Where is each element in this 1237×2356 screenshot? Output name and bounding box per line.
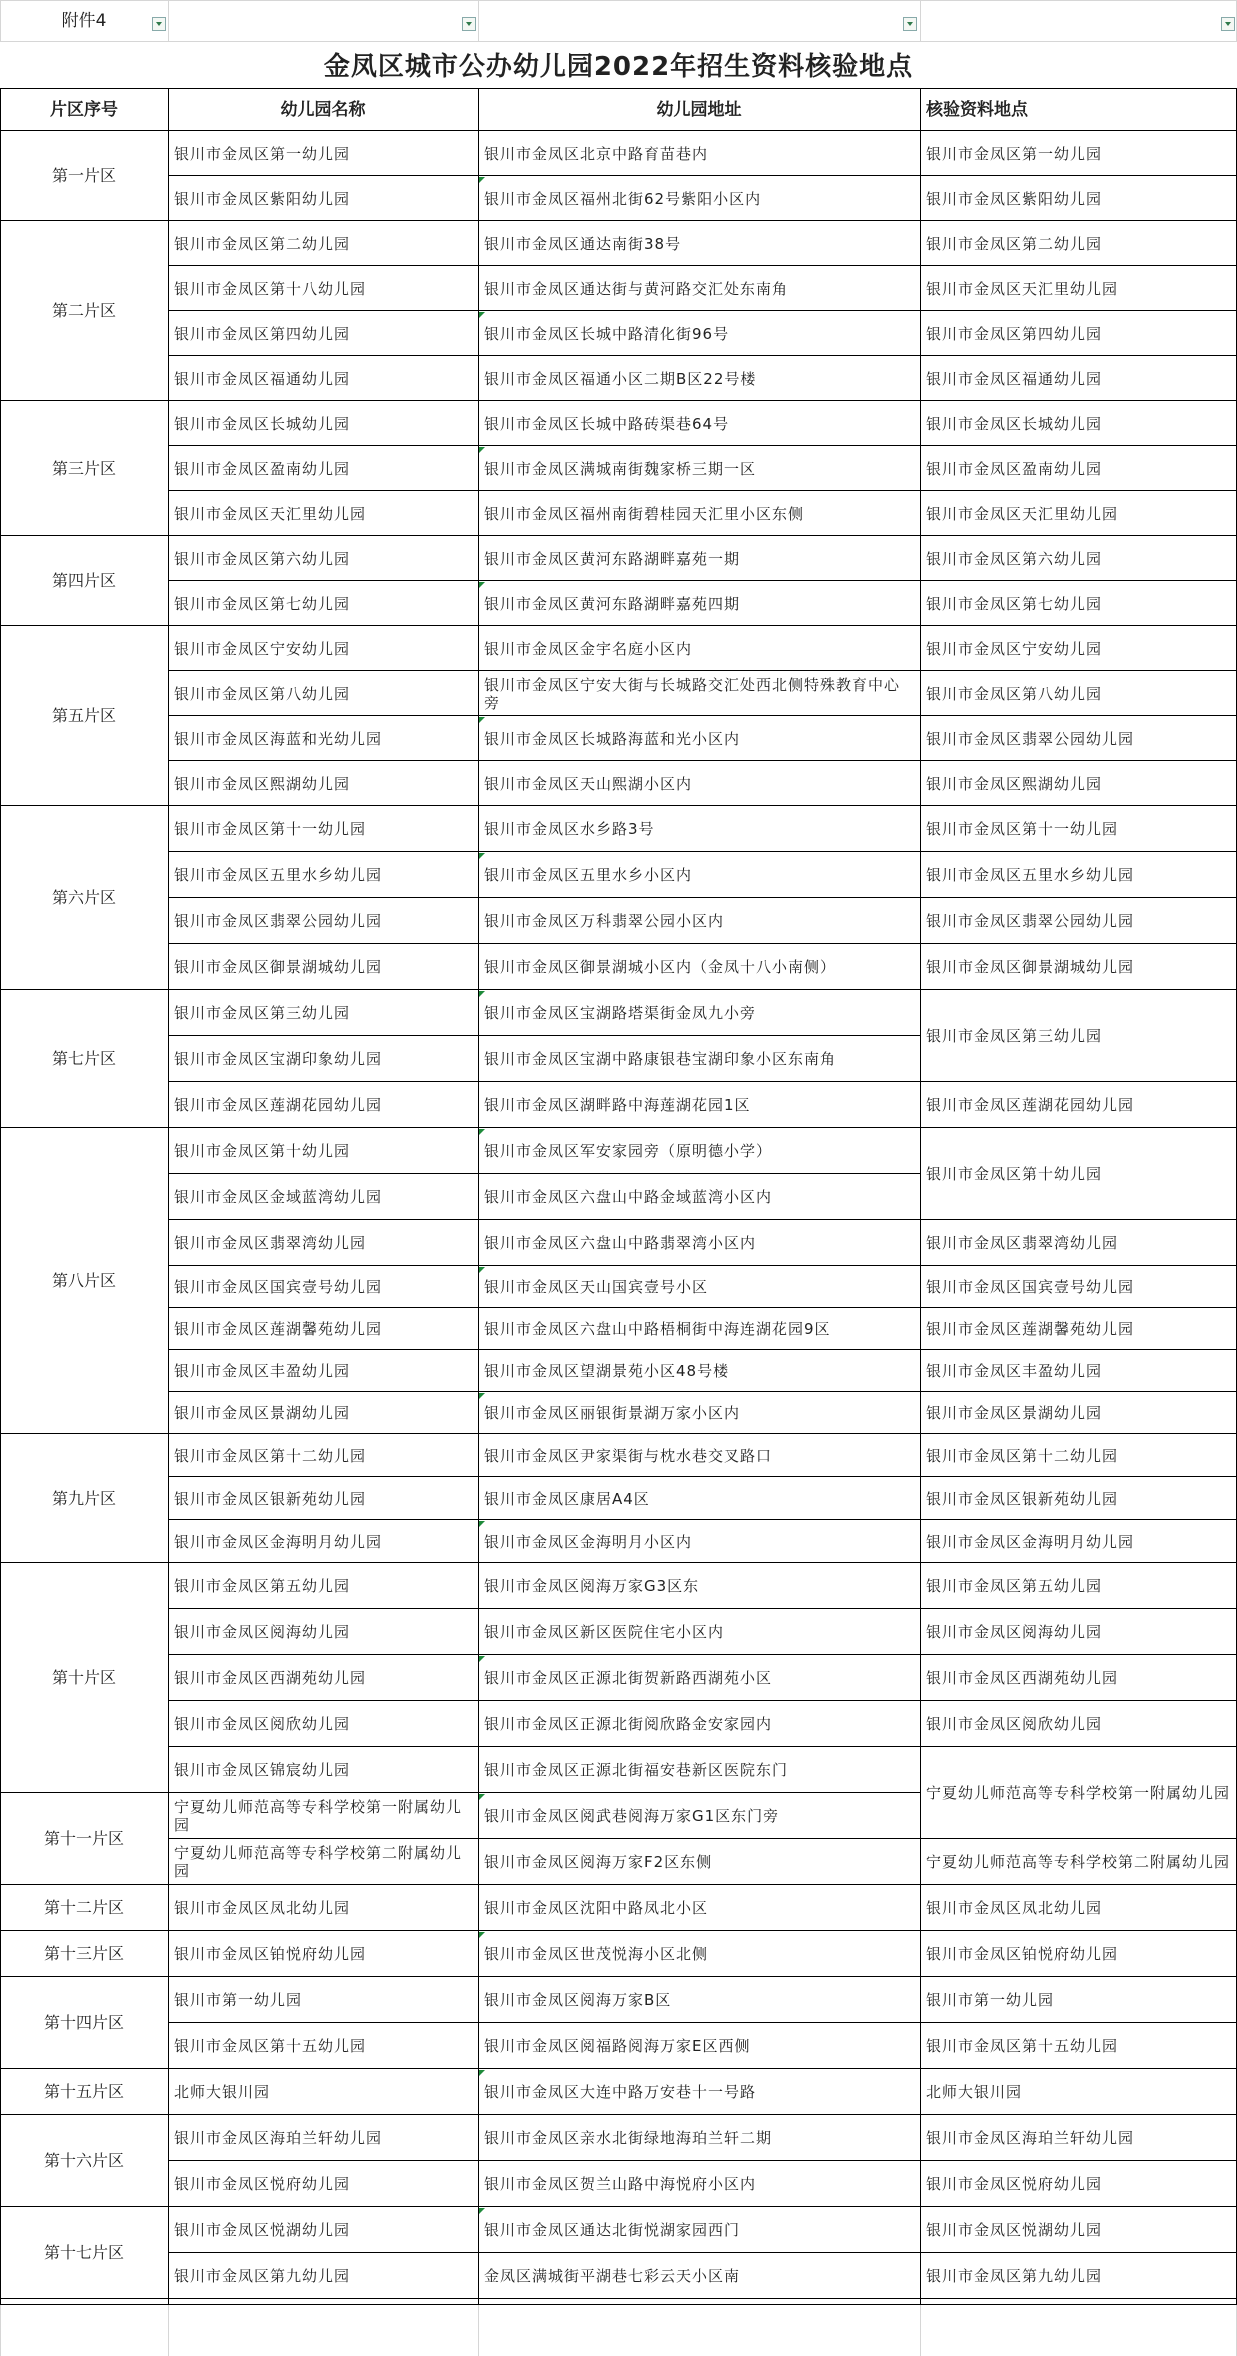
kindergarten-address: 银川市金凤区黄河东路湖畔嘉苑四期 (484, 594, 741, 613)
kindergarten-address: 银川市金凤区福通小区二期B区22号楼 (484, 369, 757, 388)
kindergarten-name: 银川市金凤区翡翠湾幼儿园 (174, 1234, 367, 1252)
verification-site: 银川市金凤区第六幼儿园 (926, 549, 1103, 568)
kindergarten-name: 银川市金凤区第十二幼儿园 (174, 1446, 367, 1465)
grid-line (0, 41, 1237, 42)
kindergarten-address: 银川市金凤区福州南街碧桂园天汇里小区东侧 (484, 504, 805, 523)
header-kindergarten-address: 幼儿园地址 (656, 99, 742, 120)
kindergarten-address: 银川市金凤区长城中路砖渠巷64号 (484, 414, 730, 433)
cell-comment-marker (479, 312, 485, 318)
verification-site: 银川市金凤区御景湖城幼儿园 (926, 958, 1135, 976)
grid-line (0, 2298, 168, 2299)
cell-comment-marker (479, 2070, 485, 2076)
kindergarten-address: 银川市金凤区六盘山中路梧桐街中海连湖花园9区 (484, 1320, 831, 1338)
zone-label: 第十一片区 (43, 1829, 124, 1848)
zone-label: 第十五片区 (43, 2082, 124, 2101)
kindergarten-address: 银川市金凤区金海明月小区内 (484, 1532, 693, 1551)
kindergarten-address: 银川市金凤区阅武巷阅海万家G1区东门旁 (484, 1807, 780, 1825)
kindergarten-address: 银川市金凤区康居A4区 (484, 1489, 650, 1508)
zone-label: 第十六片区 (43, 2151, 124, 2170)
verification-site: 银川市金凤区第九幼儿园 (926, 2267, 1103, 2285)
kindergarten-address: 银川市金凤区湖畔路中海莲湖花园1区 (484, 1096, 751, 1114)
verification-site: 银川市金凤区悦府幼儿园 (926, 2175, 1103, 2193)
verification-site: 银川市金凤区翡翠公园幼儿园 (926, 729, 1135, 748)
zone-label: 第十四片区 (43, 2013, 124, 2032)
kindergarten-name: 银川市金凤区天汇里幼儿园 (174, 504, 367, 523)
zone-label: 第三片区 (51, 458, 116, 478)
kindergarten-name: 银川市金凤区海蓝和光幼儿园 (174, 729, 383, 748)
header-zone: 片区序号 (50, 99, 118, 120)
grid-line (0, 88, 1, 2305)
kindergarten-name: 银川市金凤区第四幼儿园 (174, 324, 351, 343)
kindergarten-address: 银川市金凤区尹家渠街与枕水巷交叉路口 (484, 1446, 773, 1465)
kindergarten-address: 银川市金凤区长城中路清化街96号 (484, 324, 730, 343)
kindergarten-name: 银川市金凤区第十幼儿园 (174, 1142, 351, 1160)
kindergarten-name: 银川市金凤区第十五幼儿园 (174, 2037, 367, 2055)
kindergarten-address: 银川市金凤区黄河东路湖畔嘉苑一期 (484, 549, 741, 568)
kindergarten-name: 银川市金凤区熙湖幼儿园 (174, 774, 351, 793)
kindergarten-name: 宁夏幼儿师范高等专科学校第一附属幼儿园 (174, 1798, 463, 1834)
grid-line (478, 2305, 479, 2356)
verification-site: 银川市金凤区第七幼儿园 (926, 594, 1103, 613)
kindergarten-address: 银川市金凤区通达街与黄河路交汇处东南角 (484, 279, 789, 298)
kindergarten-name: 银川市金凤区悦府幼儿园 (174, 2175, 351, 2193)
grid-line (920, 0, 921, 41)
kindergarten-name: 银川市金凤区丰盈幼儿园 (174, 1362, 351, 1380)
kindergarten-name: 银川市金凤区第八幼儿园 (174, 684, 351, 703)
verification-site: 银川市金凤区西湖苑幼儿园 (926, 1669, 1119, 1687)
kindergarten-address: 银川市金凤区正源北街阅欣路金安家园内 (484, 1715, 773, 1733)
grid-line (920, 2305, 921, 2356)
verification-site: 银川市金凤区第四幼儿园 (926, 324, 1103, 343)
cell-comment-marker (479, 177, 485, 183)
kindergarten-address: 银川市金凤区水乡路3号 (484, 820, 655, 838)
grid-line (168, 88, 169, 2305)
kindergarten-address: 银川市金凤区阅福路阅海万家E区西侧 (484, 2037, 751, 2055)
kindergarten-name: 银川市金凤区西湖苑幼儿园 (174, 1669, 367, 1687)
verification-site: 银川市金凤区第十幼儿园 (926, 1165, 1103, 1183)
kindergarten-name: 银川市金凤区第十八幼儿园 (174, 279, 367, 298)
grid-line (920, 88, 921, 2305)
header-verification-site: 核验资料地点 (926, 99, 1028, 120)
verification-site: 银川市金凤区莲湖馨苑幼儿园 (926, 1320, 1135, 1338)
verification-site: 银川市金凤区铂悦府幼儿园 (926, 1945, 1119, 1963)
verification-site: 银川市金凤区天汇里幼儿园 (926, 279, 1119, 298)
zone-label: 第十七片区 (43, 2243, 124, 2262)
sheet-title: 金凤区城市公办幼儿园2022年招生资料核验地点 (323, 52, 914, 82)
verification-site: 银川市金凤区阅海幼儿园 (926, 1623, 1103, 1641)
verification-site: 银川市金凤区莲湖花园幼儿园 (926, 1096, 1135, 1114)
kindergarten-address: 银川市金凤区贺兰山路中海悦府小区内 (484, 2175, 757, 2193)
verification-site: 银川市第一幼儿园 (926, 1991, 1055, 2009)
kindergarten-address: 银川市金凤区世茂悦海小区北侧 (484, 1945, 709, 1963)
kindergarten-name: 银川市金凤区第五幼儿园 (174, 1577, 351, 1595)
verification-site: 银川市金凤区盈南幼儿园 (926, 459, 1103, 478)
kindergarten-address: 银川市金凤区宝湖路塔渠街金凤九小旁 (484, 1004, 757, 1022)
grid-line (0, 0, 1237, 1)
grid-line (168, 2298, 920, 2299)
verification-site: 银川市金凤区熙湖幼儿园 (926, 774, 1103, 793)
kindergarten-address: 银川市金凤区沈阳中路凤北小区 (484, 1899, 709, 1917)
kindergarten-name: 银川市金凤区翡翠公园幼儿园 (174, 912, 383, 930)
verification-site: 银川市金凤区第八幼儿园 (926, 684, 1103, 703)
kindergarten-address: 银川市金凤区丽银街景湖万家小区内 (484, 1404, 741, 1422)
kindergarten-name: 银川市金凤区国宾壹号幼儿园 (174, 1278, 383, 1296)
kindergarten-name: 银川市金凤区阅欣幼儿园 (174, 1715, 351, 1733)
grid-line (478, 88, 479, 2305)
zone-label: 第二片区 (51, 301, 116, 320)
kindergarten-name: 银川市金凤区莲湖馨苑幼儿园 (174, 1320, 383, 1338)
verification-site: 银川市金凤区第十一幼儿园 (926, 820, 1119, 838)
kindergarten-address: 银川市金凤区阅海万家F2区东侧 (484, 1853, 713, 1871)
grid-line (0, 0, 1, 41)
verification-site: 银川市金凤区悦湖幼儿园 (926, 2221, 1103, 2239)
kindergarten-name: 银川市金凤区金域蓝湾幼儿园 (174, 1188, 383, 1206)
kindergarten-address: 银川市金凤区亲水北街绿地海珀兰轩二期 (484, 2129, 773, 2147)
cell-comment-marker (479, 582, 485, 588)
grid-line (168, 2305, 169, 2356)
kindergarten-name: 银川市第一幼儿园 (174, 1991, 303, 2009)
verification-site: 银川市金凤区宁安幼儿园 (926, 639, 1103, 658)
grid-line (0, 2304, 1237, 2305)
kindergarten-address: 银川市金凤区福州北街62号紫阳小区内 (484, 189, 762, 208)
verification-site: 银川市金凤区翡翠公园幼儿园 (926, 912, 1135, 930)
cell-comment-marker (479, 1932, 485, 1938)
verification-site: 银川市金凤区第五幼儿园 (926, 1577, 1103, 1595)
kindergarten-address: 银川市金凤区金宇名庭小区内 (484, 639, 693, 658)
kindergarten-address: 银川市金凤区阅海万家G3区东 (484, 1577, 700, 1595)
kindergarten-address: 银川市金凤区万科翡翠公园小区内 (484, 912, 725, 930)
grid-line (168, 0, 169, 41)
cell-comment-marker (479, 1129, 485, 1135)
kindergarten-name: 银川市金凤区盈南幼儿园 (174, 459, 351, 478)
kindergarten-name: 银川市金凤区紫阳幼儿园 (174, 189, 351, 208)
cell-comment-marker (479, 717, 485, 723)
attachment-label: 附件4 (61, 10, 107, 31)
kindergarten-address: 银川市金凤区大连中路万安巷十一号路 (484, 2083, 757, 2101)
kindergarten-address: 银川市金凤区宁安大街与长城路交汇处西北侧特殊教育中心旁 (484, 675, 901, 712)
kindergarten-name: 银川市金凤区景湖幼儿园 (174, 1404, 351, 1422)
kindergarten-address: 金凤区满城街平湖巷七彩云天小区南 (484, 2267, 741, 2285)
cell-comment-marker (479, 1521, 485, 1527)
cell-comment-marker (479, 1656, 485, 1662)
kindergarten-address: 银川市金凤区正源北街贺新路西湖苑小区 (484, 1669, 773, 1687)
kindergarten-address: 银川市金凤区北京中路育苗巷内 (484, 144, 709, 163)
kindergarten-name: 银川市金凤区凤北幼儿园 (174, 1899, 351, 1917)
kindergarten-name: 银川市金凤区第九幼儿园 (174, 2267, 351, 2285)
kindergarten-address: 银川市金凤区御景湖城小区内（金凤十八小南侧） (484, 958, 837, 976)
kindergarten-address: 银川市金凤区军安家园旁（原明德小学） (484, 1142, 773, 1160)
grid-line (0, 2305, 1, 2356)
verification-site: 银川市金凤区第一幼儿园 (926, 144, 1103, 163)
verification-site: 银川市金凤区国宾壹号幼儿园 (926, 1278, 1135, 1296)
verification-site: 银川市金凤区海珀兰轩幼儿园 (926, 2129, 1135, 2147)
verification-site: 银川市金凤区丰盈幼儿园 (926, 1362, 1103, 1380)
zone-label: 第五片区 (51, 706, 116, 725)
kindergarten-address: 银川市金凤区通达北街悦湖家园西门 (484, 2221, 741, 2239)
kindergarten-name: 银川市金凤区第七幼儿园 (174, 594, 351, 613)
kindergarten-name: 银川市金凤区五里水乡幼儿园 (174, 866, 383, 884)
kindergarten-name: 银川市金凤区锦宸幼儿园 (174, 1761, 351, 1779)
verification-site: 银川市金凤区银新苑幼儿园 (926, 1489, 1119, 1508)
zone-label: 第十二片区 (43, 1898, 124, 1917)
grid-line (478, 0, 479, 41)
kindergarten-address: 银川市金凤区新区医院住宅小区内 (484, 1623, 725, 1641)
verification-site: 银川市金凤区长城幼儿园 (926, 414, 1103, 433)
verification-site: 银川市金凤区五里水乡幼儿园 (926, 866, 1135, 884)
cell-comment-marker (479, 991, 485, 997)
kindergarten-name: 银川市金凤区第六幼儿园 (174, 549, 351, 568)
verification-site: 银川市金凤区金海明月幼儿园 (926, 1532, 1135, 1551)
kindergarten-name: 银川市金凤区宝湖印象幼儿园 (174, 1050, 383, 1068)
cell-comment-marker (479, 2208, 485, 2214)
verification-site: 银川市金凤区第十二幼儿园 (926, 1446, 1119, 1465)
verification-site: 银川市金凤区天汇里幼儿园 (926, 504, 1119, 523)
verification-site: 银川市金凤区紫阳幼儿园 (926, 189, 1103, 208)
verification-site: 银川市金凤区第三幼儿园 (926, 1027, 1103, 1045)
verification-site: 银川市金凤区阅欣幼儿园 (926, 1715, 1103, 1733)
kindergarten-name: 银川市金凤区福通幼儿园 (174, 369, 351, 388)
cell-comment-marker (479, 1794, 485, 1800)
verification-site: 银川市金凤区第十五幼儿园 (926, 2037, 1119, 2055)
grid-line (920, 2298, 1237, 2299)
kindergarten-name: 银川市金凤区第一幼儿园 (174, 144, 351, 163)
kindergarten-name: 银川市金凤区第三幼儿园 (174, 1004, 351, 1022)
cell-comment-marker (479, 853, 485, 859)
zone-label: 第十三片区 (43, 1944, 124, 1963)
zone-label: 第八片区 (51, 1271, 116, 1290)
kindergarten-address: 银川市金凤区天山熙湖小区内 (484, 774, 693, 793)
zone-label: 第一片区 (51, 166, 116, 185)
kindergarten-address: 银川市金凤区正源北街福安巷新区医院东门 (484, 1761, 789, 1779)
kindergarten-name: 银川市金凤区宁安幼儿园 (174, 639, 351, 658)
cell-comment-marker (479, 447, 485, 453)
grid-line (0, 88, 1237, 89)
kindergarten-name: 银川市金凤区莲湖花园幼儿园 (174, 1096, 383, 1114)
verification-site: 银川市金凤区福通幼儿园 (926, 369, 1103, 388)
filter-dropdown-icon[interactable] (462, 17, 476, 31)
verification-site: 宁夏幼儿师范高等专科学校第一附属幼儿园 (926, 1784, 1231, 1802)
kindergarten-address: 银川市金凤区六盘山中路金域蓝湾小区内 (484, 1188, 773, 1206)
kindergarten-name: 银川市金凤区铂悦府幼儿园 (174, 1945, 367, 1963)
kindergarten-name: 银川市金凤区第二幼儿园 (174, 234, 351, 253)
verification-site: 银川市金凤区景湖幼儿园 (926, 1404, 1103, 1422)
kindergarten-address: 银川市金凤区满城南街魏家桥三期一区 (484, 459, 757, 478)
kindergarten-name: 银川市金凤区金海明月幼儿园 (174, 1532, 383, 1551)
kindergarten-address: 银川市金凤区天山国宾壹号小区 (484, 1278, 709, 1296)
cell-comment-marker (479, 1393, 485, 1399)
filter-dropdown-icon[interactable] (903, 17, 917, 31)
kindergarten-name: 银川市金凤区海珀兰轩幼儿园 (174, 2129, 383, 2147)
kindergarten-address: 银川市金凤区六盘山中路翡翠湾小区内 (484, 1234, 757, 1252)
kindergarten-address: 银川市金凤区阅海万家B区 (484, 1991, 672, 2009)
kindergarten-name: 银川市金凤区银新苑幼儿园 (174, 1489, 367, 1508)
header-kindergarten-name: 幼儿园名称 (280, 99, 366, 120)
kindergarten-name: 银川市金凤区长城幼儿园 (174, 414, 351, 433)
kindergarten-name: 银川市金凤区悦湖幼儿园 (174, 2221, 351, 2239)
kindergarten-address: 银川市金凤区五里水乡小区内 (484, 866, 693, 884)
verification-site: 银川市金凤区凤北幼儿园 (926, 1899, 1103, 1917)
zone-label: 第十片区 (51, 1668, 116, 1687)
kindergarten-address: 银川市金凤区通达南街38号 (484, 234, 682, 253)
cell-comment-marker (479, 1267, 485, 1273)
kindergarten-name: 北师大银川园 (174, 2083, 271, 2101)
filter-dropdown-icon[interactable] (1221, 17, 1235, 31)
verification-site: 宁夏幼儿师范高等专科学校第二附属幼儿园 (926, 1853, 1231, 1871)
kindergarten-address: 银川市金凤区望湖景苑小区48号楼 (484, 1362, 730, 1380)
zone-label: 第六片区 (51, 888, 116, 907)
kindergarten-name: 宁夏幼儿师范高等专科学校第二附属幼儿园 (174, 1844, 463, 1880)
kindergarten-name: 银川市金凤区阅海幼儿园 (174, 1623, 351, 1641)
zone-label: 第九片区 (51, 1488, 116, 1508)
verification-site: 银川市金凤区第二幼儿园 (926, 234, 1103, 253)
verification-site: 北师大银川园 (926, 2083, 1023, 2101)
zone-label: 第七片区 (51, 1049, 116, 1068)
zone-label: 第四片区 (51, 571, 116, 590)
kindergarten-address: 银川市金凤区宝湖中路康银巷宝湖印象小区东南角 (484, 1050, 837, 1068)
filter-dropdown-icon[interactable] (152, 17, 166, 31)
kindergarten-address: 银川市金凤区长城路海蓝和光小区内 (484, 729, 741, 748)
kindergarten-name: 银川市金凤区御景湖城幼儿园 (174, 958, 383, 976)
grid-line (0, 130, 1237, 131)
verification-site: 银川市金凤区翡翠湾幼儿园 (926, 1234, 1119, 1252)
kindergarten-name: 银川市金凤区第十一幼儿园 (174, 820, 367, 838)
